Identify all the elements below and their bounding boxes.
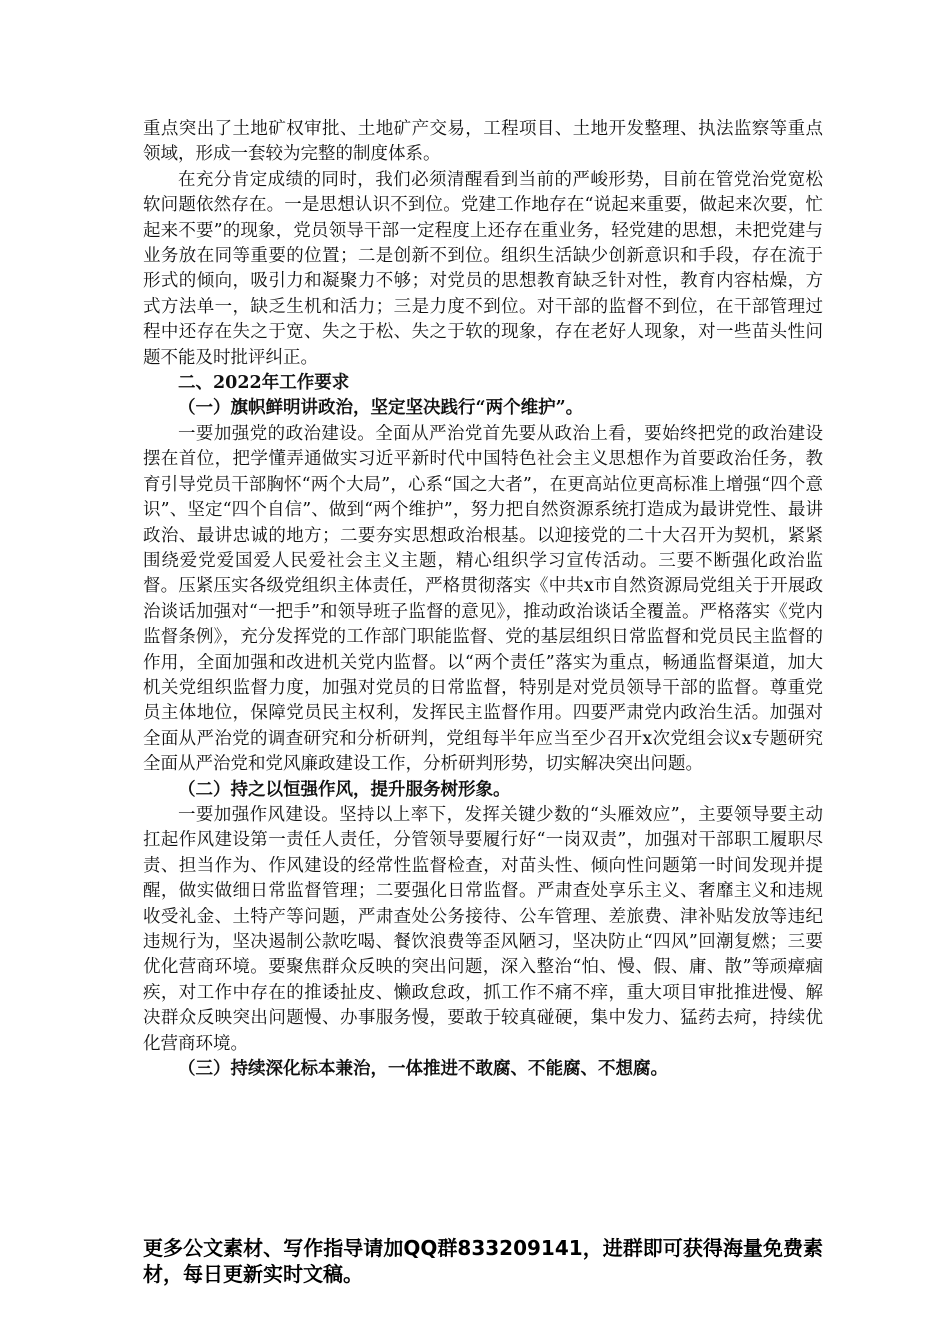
paragraph-work-style-construction: 一要加强作风建设。坚持以上率下，发挥关键少数的“头雁效应”，主要领导要主动扛起作风建设第一责任人责任，分管领导要履行好“一岗双责”，加强对干部职工履职尽责、担当作为、作风建设的经常性监督检查，对苗头性、倾向性问题第一时间发现并提醒，做实做细日常监督管理；二要强化日常监督。严肃查处享乐主义、奢靡主义和违规收受礼金、土特产等问题，严肃查处公务接待、公车管理、差旅费、津补贴发放等违纪违规行为，坚决遏制公款吃喝、餐饮浪费等歪风陋习，坚决防止“四风”回潮复燃；三要优化营商环境。要聚焦群众反映的突出问题，深入整治“怕、慢、假、庸、散”等顽瘴痼疾，对工作中存在的推诿扯皮、懒政怠政，抓工作不痛不痒，重大项目审批推进慢、解决群众反映突出问题慢、办事服务慢，要敢于较真碰硬，集中发力、猛药去疴，持续优化营商环境。 xyxy=(143,804,823,1054)
paragraph-current-situation: 在充分肯定成绩的同时，我们必须清醒看到当前的严峻形势，目前在管党治党宽松软问题依然存在。一是思想认识不到位。党建工作地存在“说起来重要，做起来次要，忙起来不要”的现象，党员领导干部一定程度上还存在重业务，轻党建的思想，未把党建与业务放在同等重要的位置；二是创新不到位。组织生活缺少创新意识和手段，存在流于形式的倾向，吸引力和凝聚力不够；对党员的思想教育缺乏针对性，教育内容枯燥，方式方法单一，缺乏生机和活力；三是力度不到位。对干部的监督不到位，在干部管理过程中还存在失之于宽、失之于松、失之于软的现象，存在老好人现象，对一些苗头性问题不能及时批评纠正。 xyxy=(143,169,823,368)
paragraph-political-construction: 一要加强党的政治建设。全面从严治党首先要从政治上看，要始终把党的政治建设摆在首位，把学懂弄通做实习近平新时代中国特色社会主义思想作为首要政治任务，教育引导党员干部胸怀“两个大局”，心系“国之大者”，在更高站位更高标准上增强“四个意识”、坚定“四个自信”、做到“两个维护”，努力把自然资源系统打造成为最讲党性、最讲政治、最讲忠诚的地方；二要夯实思想政治根基。以迎接党的二十大召开为契机，紧紧围绕爱党爱国爱人民爱社会主义主题，精心组织学习宣传活动。三要不断强化政治监督。压紧压实各级党组织主体责任，严格贯彻落实《中共x市自然资源局党组关于开展政治谈话加强对“一把手”和领导班子监督的意见》，推动政治谈话全覆盖。严格落实《党内监督条例》，充分发挥党的工作部门职能监督、党的基层组织日常监督和党员民主监督的作用，全面加强和改进机关党内监督。以“两个责任”落实为重点，畅通监督渠道，加大机关党组织监督力度，加强对党员的日常监督，特别是对党员领导干部的监督。尊重党员主体地位，保障党员民主权利，发挥民主监督作用。四要严肃党内政治生活。加强对全面从严治党的调查研究和分析研判，党组每半年应当至少召开x次党组会议x专题研究全面从严治党和党风廉政建设工作，分析研判形势，切实解决突出问题。 xyxy=(143,423,823,775)
document-body xyxy=(143,117,823,1082)
promo-footer-text: 更多公文素材、写作指导请加QQ群833209141，进群即可获得海量免费素材，每日更新实时文稿。 xyxy=(143,1236,823,1286)
section-heading-2022-requirements: 二、2022年工作要求 xyxy=(178,373,350,394)
paragraph-intro-continuation: 重点突出了土地矿权审批、土地矿产交易，工程项目、土地开发整理、执法监察等重点领域，形成一套较为完整的制度体系。 xyxy=(143,119,823,165)
subheading-anti-corruption: （三）持续深化标本兼治，一体推进不敢腐、不能腐、不想腐。 xyxy=(178,1059,668,1080)
subheading-politics: （一）旗帜鲜明讲政治，坚定坚决践行“两个维护”。 xyxy=(178,398,584,419)
subheading-work-style: （二）持之以恒强作风，提升服务树形象。 xyxy=(178,779,511,800)
